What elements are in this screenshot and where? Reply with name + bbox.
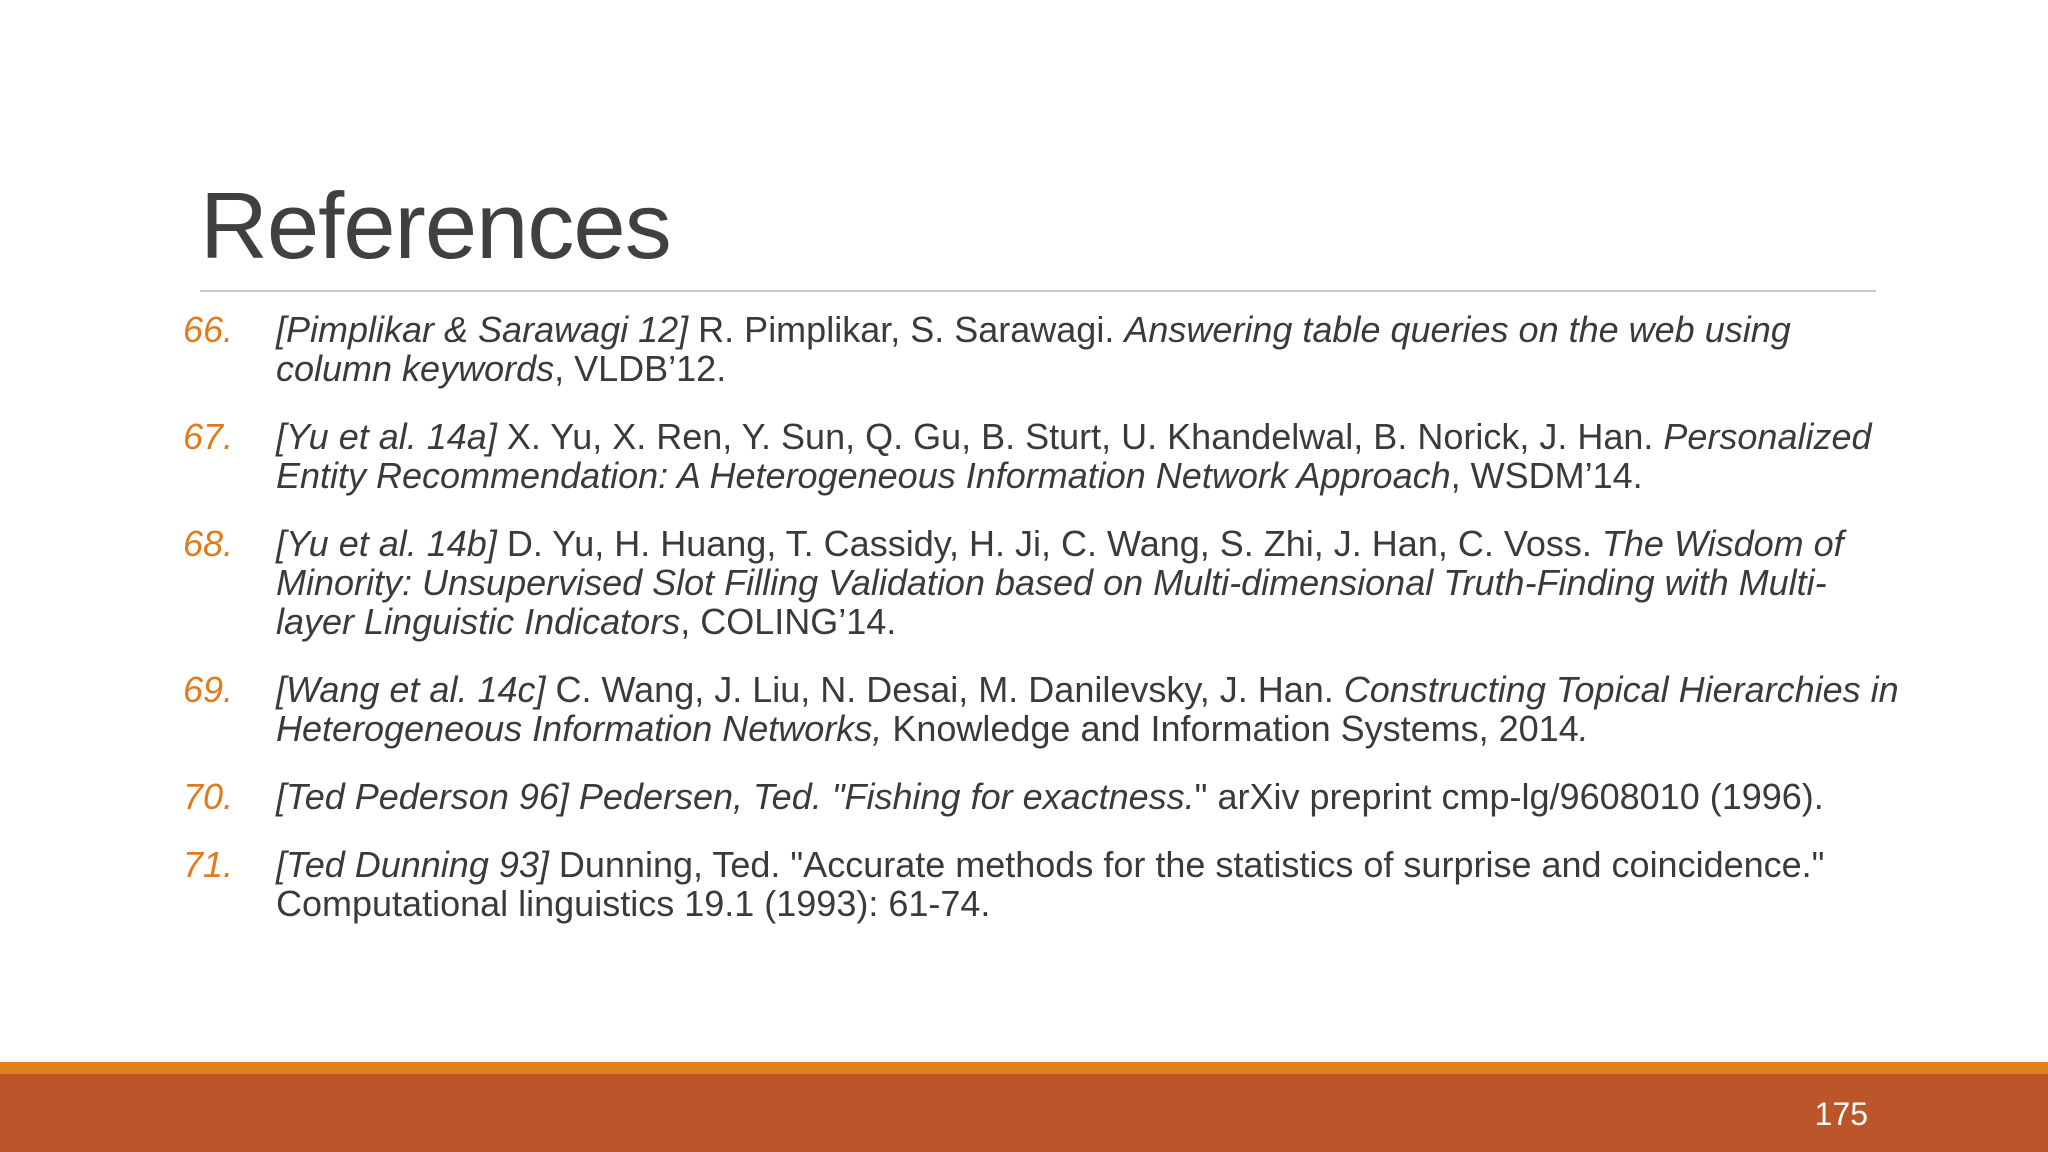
slide-title: References: [200, 173, 671, 278]
footer-bar: [0, 1074, 2048, 1152]
reference-period: .: [1578, 708, 1589, 749]
reference-tag: [Yu et al. 14b]: [276, 523, 497, 564]
reference-number: 70.: [183, 776, 234, 817]
reference-venue: " arXiv preprint cmp-lg/9608010 (1996).: [1194, 776, 1824, 817]
reference-body: Dunning, Ted. "Accurate methods for the statistics of surprise and coincidence." Computational linguistics 19.1 (1993): 61-74.: [276, 844, 1825, 924]
footer-accent-stripe: [0, 1062, 2048, 1074]
reference-tag: [Pimplikar & Sarawagi 12]: [276, 309, 689, 350]
reference-number: 66.: [183, 309, 234, 350]
reference-item: [180, 524, 1900, 641]
reference-title: Answering table queries on the web using column keywords: [276, 309, 1791, 389]
reference-title: [Ted Pederson 96] Pedersen, Ted. "Fishing for exactness.: [276, 776, 1195, 817]
reference-item: [180, 670, 1900, 748]
reference-venue: Knowledge and Information Systems, 2014: [882, 708, 1579, 749]
reference-authors: D. Yu, H. Huang, T. Cassidy, H. Ji, C. Wang, S. Zhi, J. Han, C. Voss.: [496, 523, 1602, 564]
reference-authors: X. Yu, X. Ren, Y. Sun, Q. Gu, B. Sturt, U. Khandelwal, B. Norick, J. Han.: [496, 416, 1664, 457]
title-divider: [200, 290, 1876, 292]
reference-venue: , COLING’14.: [680, 601, 897, 642]
reference-title: Constructing Topical Hierarchies in Heterogeneous Information Networks,: [276, 669, 1899, 749]
reference-authors: C. Wang, J. Liu, N. Desai, M. Danilevsky, J. Han.: [545, 669, 1344, 710]
reference-venue: , WSDM’14.: [1450, 455, 1643, 496]
reference-item: [180, 845, 1900, 923]
slide-page-number: 175: [1814, 1096, 1868, 1132]
reference-tag: [Ted Dunning 93]: [276, 844, 549, 885]
reference-tag: [Wang et al. 14c]: [276, 669, 546, 710]
reference-title: The Wisdom of Minority: Unsupervised Slot Filling Validation based on Multi-dimensional Truth-Finding with Multi-layer Linguistic Indicators: [276, 523, 1844, 642]
reference-number: 71.: [183, 844, 234, 885]
reference-number: 69.: [183, 669, 234, 710]
reference-item: [180, 310, 1900, 388]
reference-tag: [Yu et al. 14a]: [276, 416, 497, 457]
reference-authors: R. Pimplikar, S. Sarawagi.: [688, 309, 1125, 350]
reference-number: 67.: [183, 416, 234, 457]
reference-item: [180, 777, 1900, 816]
reference-venue: , VLDB’12.: [554, 348, 727, 389]
reference-number: 68.: [183, 523, 234, 564]
reference-item: [180, 417, 1900, 495]
reference-list: [180, 310, 1900, 952]
reference-title: Personalized Entity Recommendation: A Heterogeneous Information Network Approach: [276, 416, 1872, 496]
